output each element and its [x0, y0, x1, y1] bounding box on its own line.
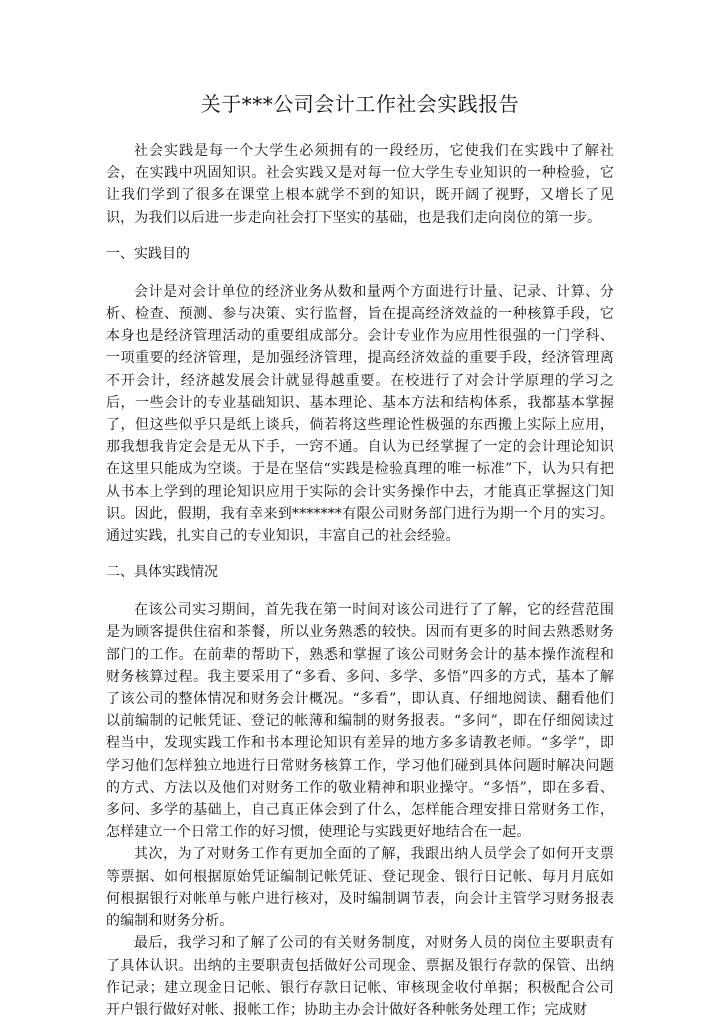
- practice-details-paragraph-3: 最后，我学习和了解了公司的有关财务制度，对财务人员的岗位主要职责有了具体认识。出纳的主要职责包括做好公司现金、票据及银行存款的保管、出纳作记录；建立现金日记帐、银行存款日记帐、审核现金收付单据；积极配合公司开户银行做好对帐、报帐工作；协助主办会计做好各种帐务处理工作；完成财: [106, 935, 614, 1018]
- practice-purpose-paragraph: 会计是对会计单位的经济业务从数和量两个方面进行计量、记录、计算、分析、检查、预测、参与决策、实行监督，旨在提高经济效益的一种核算手段，它本身也是经济管理活动的重要组成部分。会计专业作为应用性很强的一门学科、一项重要的经济管理，是加强经济管理，提高经济效益的重要手段，经济管理离不开会计，经济越发展会计就显得越重要。在校进行了对会计学原理的学习之后，一些会计的专业基础知识、基本理论、基本方法和结构体系，我都基本掌握了，但这些似乎只是纸上谈兵，倘若将这些理论性极强的东西搬上实际上应用，那我想我肯定会是无从下手，一窍不通。自认为已经掌握了一定的会计理论知识在这里只能成为空谈。于是在坚信“实践是检验真理的唯一标准”下，认为只有把从书本上学到的理论知识应用于实际的会计实务操作中去，才能真正掌握这门知识。因此，假期，我有幸来到*******有限公司财务部门进行为期一个月的实习。通过实践，扎实自己的专业知识，丰富自己的社会经验。: [106, 283, 614, 545]
- document-title: 关于***公司会计工作社会实践报告: [200, 92, 520, 116]
- intro-paragraph: 社会实践是每一个大学生必须拥有的一段经历，它使我们在实践中了解社会，在实践中巩固知识。社会实践又是对每一位大学生专业知识的一种检验，它让我们学到了很多在课堂上根本就学不到的知识，既开阔了视野，又增长了见识，为我们以后进一步走向社会打下坚实的基础，也是我们走向岗位的第一步。: [106, 143, 614, 226]
- section-heading-practice-purpose: 一、实践目的: [106, 245, 190, 262]
- section-heading-practice-details: 二、具体实践情况: [106, 564, 218, 581]
- practice-details-paragraph-2: 其次，为了对财务工作有更加全面的了解，我跟出纳人员学会了如何开支票等票据、如何根据原始凭证编制记帐凭证、登记现金、银行日记帐、每月月底如何根据银行对帐单与帐户进行核对，及时编制调节表，向会计主管学习财务报表的编制和财务分析。: [106, 846, 614, 930]
- practice-details-paragraph-1: 在该公司实习期间，首先我在第一时间对该公司进行了了解，它的经营范围是为顾客提供住宿和茶餐，所以业务熟悉的较快。因而有更多的时间去熟悉财务部门的工作。在前辈的帮助下，熟悉和掌握了该公司财务会计的基本操作流程和财务核算过程。我主要采用了“多看、多问、多学、多悟”四多的方式，基本了解了该公司的整体情况和财务会计概况。“多看”，即认真、仔细地阅读、翻看他们以前编制的记帐凭证、登记的帐薄和编制的财务报表。“多问”，即在仔细阅读过程当中，发现实践工作和书本理论知识有差异的地方多多请教老师。“多学”，即学习他们怎样独立地进行日常财务核算工作，学习他们碰到具体问题时解决问题的方式、方法以及他们对财务工作的敬业精神和职业操守。“多悟”，即在多看、多问、多学的基础上，自己真正体会到了什么，怎样能合理安排日常财务工作，怎样建立一个日常工作的好习惯，使理论与实践更好地结合在一起。: [106, 602, 614, 841]
